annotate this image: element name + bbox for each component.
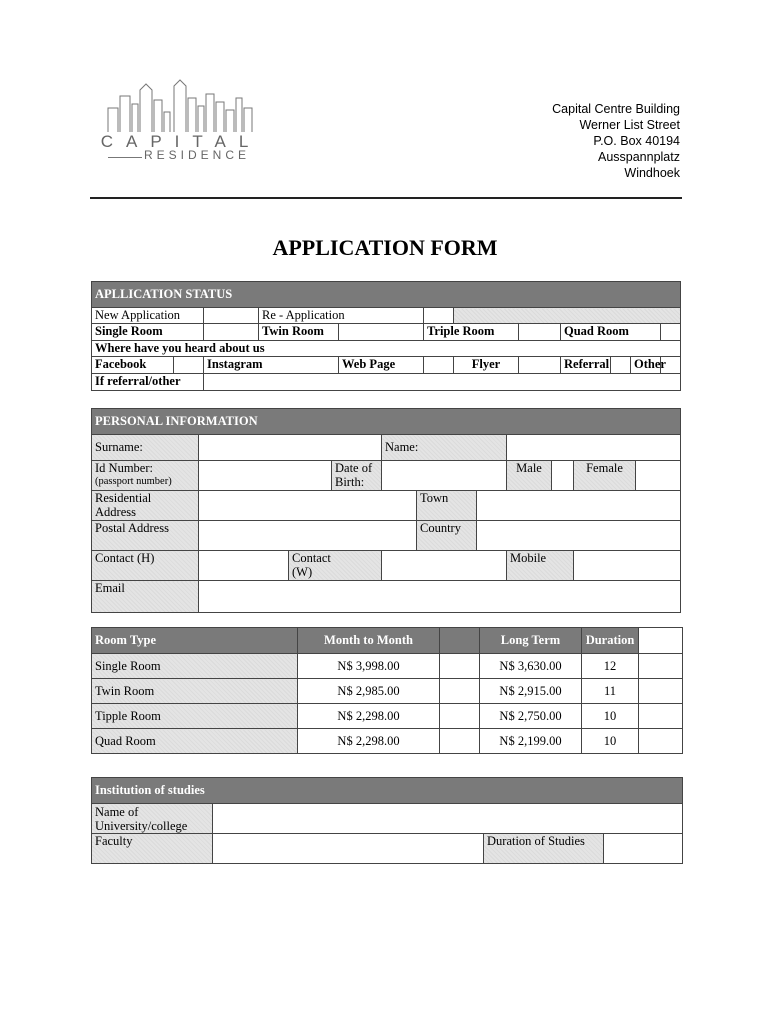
web-page-checkbox[interactable] <box>424 357 454 374</box>
id-number-label <box>92 461 199 491</box>
re-application-checkbox[interactable] <box>424 308 454 324</box>
contact-home-input[interactable] <box>199 551 289 581</box>
university-line2: University/college <box>95 819 188 833</box>
room-type-cell: Tipple Room <box>92 704 298 729</box>
single-room-checkbox[interactable] <box>204 324 259 341</box>
facebook-checkbox[interactable] <box>174 357 204 374</box>
institution-table <box>91 777 683 864</box>
duration-cell: 10 <box>582 704 639 729</box>
long-rate-cell: N$ 2,915.00 <box>480 679 582 704</box>
duration-cell: 11 <box>582 679 639 704</box>
triple-room-checkbox[interactable] <box>519 324 561 341</box>
logo-text-capital: CAPITAL <box>100 132 262 151</box>
room-type-cell: Quad Room <box>92 729 298 754</box>
web-page-label: Web Page <box>339 357 424 374</box>
new-application-checkbox[interactable] <box>204 308 259 324</box>
contact-work-input[interactable] <box>382 551 507 581</box>
month-rate-cell: N$ 2,985.00 <box>298 679 440 704</box>
skyline-icon <box>96 78 271 138</box>
room-rates-table <box>91 627 683 754</box>
flyer-checkbox[interactable] <box>519 357 561 374</box>
institution-header: Institution of studies <box>92 778 683 804</box>
quad-room-label: Quad Room <box>561 324 661 341</box>
male-label: Male <box>507 461 552 491</box>
email-label: Email <box>92 581 199 613</box>
dob-line1: Date of <box>335 461 373 475</box>
month-rate-cell: N$ 2,298.00 <box>298 729 440 754</box>
logo-divider <box>108 157 142 158</box>
long-rate-cell: N$ 2,199.00 <box>480 729 582 754</box>
duration-select-cell[interactable] <box>639 679 683 704</box>
table-row <box>92 729 683 754</box>
rates-spacer-header <box>440 628 480 654</box>
rates-blank-header <box>639 628 683 654</box>
long-rate-cell: N$ 2,750.00 <box>480 704 582 729</box>
status-header: APLLICATION STATUS <box>92 282 681 308</box>
facebook-label: Facebook <box>92 357 174 374</box>
town-label: Town <box>417 491 477 521</box>
contact-work-label <box>289 551 382 581</box>
faculty-input[interactable] <box>213 834 484 864</box>
referral-other-label: If referral/other <box>92 374 204 391</box>
rate-select-cell[interactable] <box>440 704 480 729</box>
month-to-month-header: Month to Month <box>298 628 440 654</box>
residential-line1: Residential <box>95 491 152 505</box>
triple-room-label: Triple Room <box>424 324 519 341</box>
quad-room-checkbox[interactable] <box>661 324 681 341</box>
room-type-header: Room Type <box>92 628 298 654</box>
new-application-label: New Application <box>92 308 204 324</box>
table-row <box>92 654 683 679</box>
contact-work-line2: (W) <box>292 565 313 579</box>
long-rate-cell: N$ 3,630.00 <box>480 654 582 679</box>
room-type-cell: Twin Room <box>92 679 298 704</box>
duration-header: Duration <box>582 628 639 654</box>
month-rate-cell: N$ 2,298.00 <box>298 704 440 729</box>
flyer-label: Flyer <box>454 357 519 374</box>
town-input[interactable] <box>477 491 681 521</box>
faculty-label: Faculty <box>92 834 213 864</box>
table-row <box>92 679 683 704</box>
long-term-header: Long Term <box>480 628 582 654</box>
instagram-label: Instagram <box>204 357 339 374</box>
address-line: Windhoek <box>624 166 680 180</box>
dob-line2: Birth: <box>335 475 365 489</box>
passport-note: (passport number) <box>95 476 172 487</box>
name-label: Name: <box>382 435 507 461</box>
rate-select-cell[interactable] <box>440 679 480 704</box>
residential-address-input[interactable] <box>199 491 417 521</box>
single-room-label: Single Room <box>92 324 204 341</box>
duration-cell: 12 <box>582 654 639 679</box>
personal-information-table <box>91 408 681 613</box>
contact-home-label: Contact (H) <box>92 551 199 581</box>
duration-select-cell[interactable] <box>639 654 683 679</box>
residential-line2: Address <box>95 505 136 519</box>
postal-address-input[interactable] <box>199 521 417 551</box>
room-type-cell: Single Room <box>92 654 298 679</box>
female-checkbox[interactable] <box>636 461 681 491</box>
id-number-input[interactable] <box>199 461 332 491</box>
dob-input[interactable] <box>382 461 507 491</box>
rate-select-cell[interactable] <box>440 729 480 754</box>
referral-other-input[interactable] <box>204 374 681 391</box>
application-status-table <box>91 281 681 391</box>
postal-address-label: Postal Address <box>92 521 199 551</box>
address-line: Capital Centre Building <box>552 102 680 116</box>
rate-select-cell[interactable] <box>440 654 480 679</box>
female-label: Female <box>574 461 636 491</box>
logo-text-residence: RESIDENCE <box>144 148 251 162</box>
status-blank <box>454 308 681 324</box>
address-line: P.O. Box 40194 <box>593 134 680 148</box>
country-label: Country <box>417 521 477 551</box>
duration-select-cell[interactable] <box>639 704 683 729</box>
male-checkbox[interactable] <box>552 461 574 491</box>
referral-label: Referral <box>561 357 611 374</box>
country-input[interactable] <box>477 521 681 551</box>
address-line: Werner List Street <box>579 118 680 132</box>
residential-address-label <box>92 491 199 521</box>
duration-of-studies-input[interactable] <box>604 834 683 864</box>
referral-checkbox[interactable] <box>611 357 631 374</box>
twin-room-label: Twin Room <box>259 324 339 341</box>
company-address <box>552 101 680 181</box>
personal-header: PERSONAL INFORMATION <box>92 409 681 435</box>
page-title: APPLICATION FORM <box>272 235 498 260</box>
month-rate-cell: N$ 3,998.00 <box>298 654 440 679</box>
university-input[interactable] <box>213 804 683 834</box>
surname-input[interactable] <box>199 435 382 461</box>
id-number-text: Id Number: <box>95 461 153 475</box>
email-input[interactable] <box>199 581 681 613</box>
mobile-label: Mobile <box>507 551 574 581</box>
university-line1: Name of <box>95 805 139 819</box>
re-application-label: Re - Application <box>259 308 424 324</box>
dob-label <box>332 461 382 491</box>
address-line: Ausspannplatz <box>597 150 680 164</box>
university-label <box>92 804 213 834</box>
header-divider <box>90 197 682 199</box>
capital-residence-logo <box>96 78 271 173</box>
surname-label: Surname: <box>92 435 199 461</box>
duration-of-studies-label: Duration of Studies <box>484 834 604 864</box>
name-input[interactable] <box>507 435 681 461</box>
duration-select-cell[interactable] <box>639 729 683 754</box>
twin-room-checkbox[interactable] <box>339 324 424 341</box>
other-label: Other <box>631 357 661 374</box>
mobile-input[interactable] <box>574 551 681 581</box>
table-row <box>92 704 683 729</box>
contact-work-line1: Contact <box>292 551 331 565</box>
duration-cell: 10 <box>582 729 639 754</box>
heard-about-label: Where have you heard about us <box>92 341 681 357</box>
